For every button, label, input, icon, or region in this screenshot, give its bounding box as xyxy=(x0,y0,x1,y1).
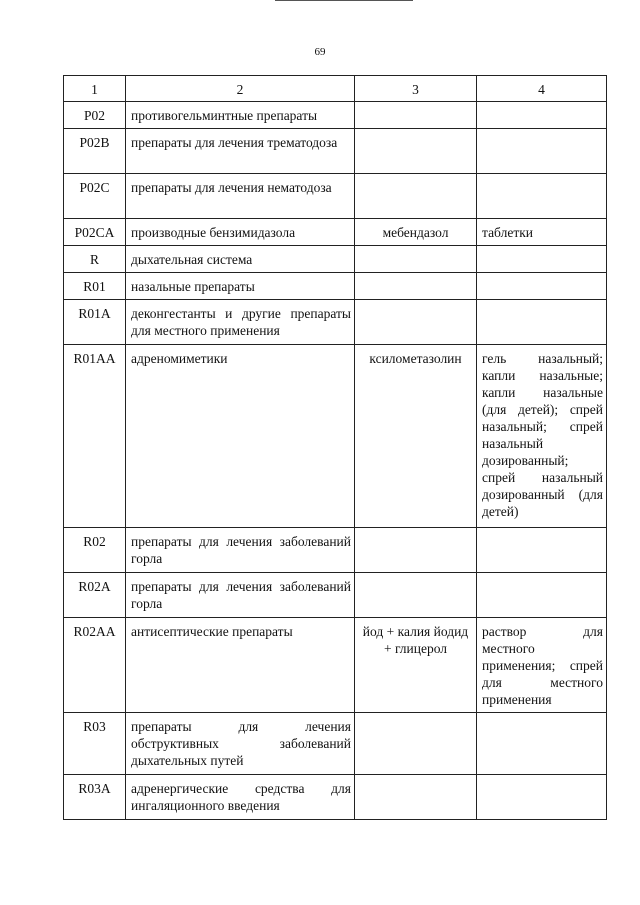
atc-code-cell: P02 xyxy=(64,102,126,129)
table-row xyxy=(64,713,607,775)
table-row xyxy=(64,102,607,129)
atc-code-cell: R xyxy=(64,246,126,273)
group-name-cell: препараты для лечения обструктивных заболеваний дыхательных путей xyxy=(126,713,355,775)
atc-code-cell: P02CA xyxy=(64,219,126,246)
atc-code-cell: P02C xyxy=(64,174,126,219)
group-name-cell: антисептические препараты xyxy=(126,618,355,713)
top-rule xyxy=(275,0,413,1)
table-row xyxy=(64,129,607,174)
table-row xyxy=(64,345,607,528)
dosage-form-cell xyxy=(477,573,607,618)
drug-name-cell: мебендазол xyxy=(355,219,477,246)
atc-code-cell: R02AA xyxy=(64,618,126,713)
table-row xyxy=(64,246,607,273)
atc-code-cell: R03 xyxy=(64,713,126,775)
dosage-form-cell xyxy=(477,174,607,219)
drug-name-cell xyxy=(355,713,477,775)
dosage-form-cell xyxy=(477,713,607,775)
dosage-form-cell xyxy=(477,246,607,273)
atc-code-cell: R03A xyxy=(64,775,126,820)
header-col-1: 1 xyxy=(64,76,126,102)
header-row xyxy=(64,76,607,102)
atc-code-cell: R02 xyxy=(64,528,126,573)
drug-name-cell xyxy=(355,129,477,174)
dosage-form-cell xyxy=(477,528,607,573)
drug-name-cell xyxy=(355,573,477,618)
dosage-form-cell xyxy=(477,273,607,300)
page-number: 69 xyxy=(314,46,326,58)
header-col-4: 4 xyxy=(477,76,607,102)
atc-code-cell: R01AA xyxy=(64,345,126,528)
dosage-form-cell xyxy=(477,300,607,345)
group-name-cell: дыхательная система xyxy=(126,246,355,273)
dosage-form-cell: гель назальный; капли назальные; капли назальные (для детей); спрей назальный; спрей назальный дозированный; спрей назальный дозированный (для детей) xyxy=(477,345,607,528)
drug-name-cell xyxy=(355,300,477,345)
drug-name-cell xyxy=(355,273,477,300)
group-name-cell: производные бензимидазола xyxy=(126,219,355,246)
atc-code-cell: R01A xyxy=(64,300,126,345)
header-col-3: 3 xyxy=(355,76,477,102)
drug-name-cell xyxy=(355,246,477,273)
table-row xyxy=(64,775,607,820)
dosage-form-cell: таблетки xyxy=(477,219,607,246)
drug-name-cell xyxy=(355,102,477,129)
dosage-form-cell xyxy=(477,102,607,129)
drug-name-cell: ксилометазолин xyxy=(355,345,477,528)
drug-name-cell xyxy=(355,528,477,573)
table-body xyxy=(64,102,607,820)
table-row xyxy=(64,573,607,618)
group-name-cell: адренергические средства для ингаляционного введения xyxy=(126,775,355,820)
table-row xyxy=(64,174,607,219)
dosage-form-cell: раствор для местного применения; спрей для местного применения xyxy=(477,618,607,713)
group-name-cell: препараты для лечения трематодоза xyxy=(126,129,355,174)
header-col-2: 2 xyxy=(126,76,355,102)
drug-name-cell xyxy=(355,174,477,219)
table-row xyxy=(64,300,607,345)
drug-name-cell xyxy=(355,775,477,820)
dosage-form-cell xyxy=(477,775,607,820)
dosage-form-cell xyxy=(477,129,607,174)
table-row xyxy=(64,219,607,246)
group-name-cell: адреномиметики xyxy=(126,345,355,528)
table-row xyxy=(64,273,607,300)
group-name-cell: препараты для лечения заболеваний горла xyxy=(126,528,355,573)
atc-code-cell: R02A xyxy=(64,573,126,618)
group-name-cell: противогельминтные препараты xyxy=(126,102,355,129)
group-name-cell: деконгестанты и другие препараты для местного применения xyxy=(126,300,355,345)
drug-name-cell: йод + калия йодид + глицерол xyxy=(355,618,477,713)
drug-table xyxy=(63,75,607,820)
group-name-cell: препараты для лечения заболеваний горла xyxy=(126,573,355,618)
atc-code-cell: P02B xyxy=(64,129,126,174)
group-name-cell: препараты для лечения нематодоза xyxy=(126,174,355,219)
group-name-cell: назальные препараты xyxy=(126,273,355,300)
atc-code-cell: R01 xyxy=(64,273,126,300)
table-row xyxy=(64,528,607,573)
table-row xyxy=(64,618,607,713)
